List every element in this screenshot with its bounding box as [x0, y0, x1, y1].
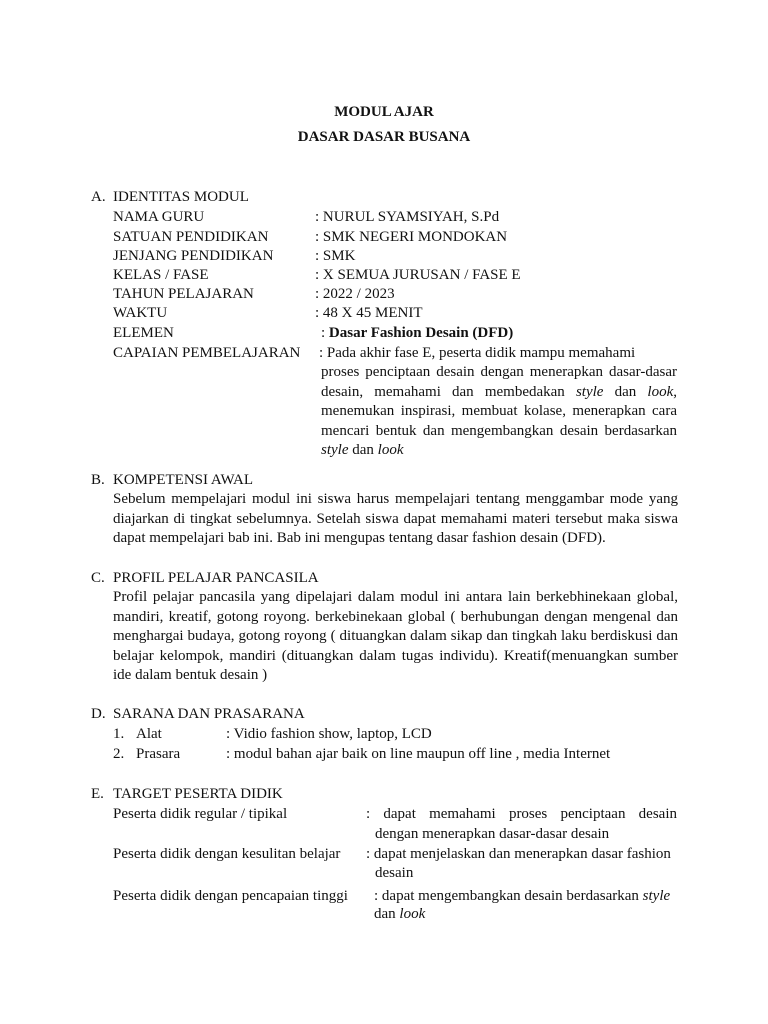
section-b-letter: B.: [91, 472, 105, 488]
list-item-value: : modul bahan ajar baik on line maupun off line , media Internet: [226, 746, 611, 762]
section-c-text: Profil pelajar pancasila yang dipelajari dalam modul ini antara lain berkebhinekaan global, mandiri, kreatif, gotong royong. berkebinekaan global ( berhubungan dengan mengenal dan menghargai budaya, gotong royong ( dituangkan dalam sikap dan tingkah laku berdiskusi dan belajar kelompok, mandiri (dituangkan dalam tugas individu). Kreatif(menuangkan sumber ide dalam bentuk desain ): [113, 589, 678, 683]
elemen-text: Dasar Fashion Desain (DFD): [328, 325, 514, 341]
identity-value: : X SEMUA JURUSAN / FASE E: [315, 267, 521, 283]
target-value-line: : dapat menjelaskan dan menerapkan dasar fashion: [366, 846, 671, 862]
target-value-line: : dapat mengembangkan desain berdasarkan style: [374, 888, 671, 904]
elemen-value: [321, 324, 513, 344]
section-d-heading: SARANA DAN PRASARANA: [113, 706, 305, 722]
section-e-heading: TARGET PESERTA DIDIK: [113, 786, 283, 802]
target-label: Peserta didik dengan kesulitan belajar: [113, 846, 341, 862]
elemen-label: ELEMEN: [113, 325, 174, 341]
capaian-first-line: : Pada akhir fase E, peserta didik mampu memahami: [319, 345, 636, 361]
capaian-text: proses penciptaan desain dengan menerapkan dasar-dasar desain, memahami dan membedakan style dan look, menemukan inspirasi, membuat kolase, menerapkan cara mencari bentuk dan mengembangkan desain berdasarkan style dan look: [321, 364, 677, 458]
section-d-letter: D.: [91, 706, 106, 722]
list-item-label: Alat: [136, 726, 162, 742]
identity-value: : SMK NEGERI MONDOKAN: [315, 229, 508, 245]
section-c-heading: PROFIL PELAJAR PANCASILA: [113, 570, 319, 586]
identity-label: WAKTU: [113, 305, 168, 321]
section-c-letter: C.: [91, 570, 105, 586]
identity-value: : SMK: [315, 248, 356, 264]
target-value-line: desain: [375, 865, 414, 881]
identity-label: TAHUN PELAJARAN: [113, 286, 254, 302]
list-item-number: 1.: [113, 726, 125, 742]
section-e-letter: E.: [91, 786, 104, 802]
section-a-letter: A.: [91, 189, 106, 205]
identity-value: : NURUL SYAMSIYAH, S.Pd: [315, 209, 500, 225]
section-b-heading: KOMPETENSI AWAL: [113, 472, 254, 488]
elemen-colon: :: [321, 325, 329, 341]
identity-label: NAMA GURU: [113, 209, 205, 225]
capaian-label: CAPAIAN PEMBELAJARAN: [113, 345, 301, 361]
identity-label: KELAS / FASE: [113, 267, 209, 283]
target-value-line: : dapat memahami proses penciptaan desain: [366, 806, 677, 822]
target-label: Peserta didik regular / tipikal: [113, 806, 288, 822]
list-item-number: 2.: [113, 746, 125, 762]
identity-label: SATUAN PENDIDIKAN: [113, 229, 269, 245]
identity-value: : 48 X 45 MENIT: [315, 305, 423, 321]
identity-label: JENJANG PENDIDIKAN: [113, 248, 274, 264]
list-item-value: : Vidio fashion show, laptop, LCD: [226, 726, 432, 742]
target-value-line: dan look: [374, 906, 426, 922]
identity-value: : 2022 / 2023: [315, 286, 395, 302]
section-a-heading: IDENTITAS MODUL: [113, 189, 249, 205]
document-subtitle: DASAR DASAR BUSANA: [297, 129, 471, 145]
target-value-line: dengan menerapkan dasar-dasar desain: [375, 826, 610, 842]
section-b-text: Sebelum mempelajari modul ini siswa harus mempelajari tentang menggambar mode yang diajarkan di tingkat sebelumnya. Setelah siswa dapat memahami materi tersebut maka siswa dapat mempelajari bab ini. Bab ini mengupas tentang dasar fashion desain (DFD).: [113, 491, 678, 546]
list-item-label: Prasara: [136, 746, 181, 762]
target-label: Peserta didik dengan pencapaian tinggi: [113, 888, 348, 904]
document-title: MODUL AJAR: [334, 104, 434, 120]
